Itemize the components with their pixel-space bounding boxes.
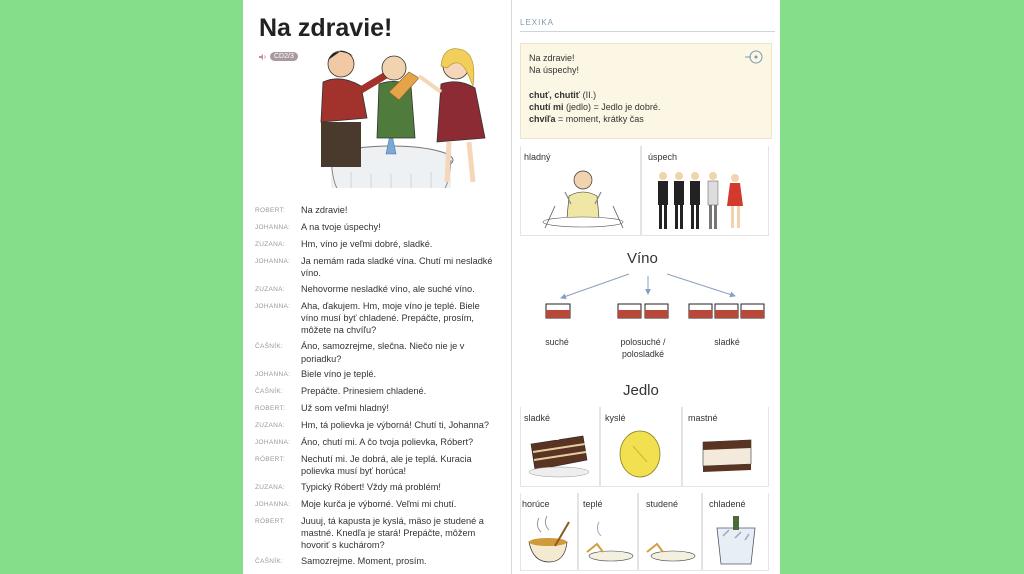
hungry-man-illustration — [535, 166, 635, 232]
label-studene: studené — [646, 499, 679, 509]
pastry-illustration — [697, 430, 757, 478]
label-teple: teplé — [583, 499, 603, 509]
dialogue-text: Moje kurča je výborné. Veľmi mi chutí. — [301, 498, 457, 509]
dialogue-line — [255, 204, 507, 217]
speaker-name: ČAŠNÍK: — [255, 558, 284, 566]
speaker-name: ČAŠNÍK: — [255, 388, 284, 396]
dialogue-text: Biele víno je teplé. — [301, 369, 377, 380]
lexika-rule — [520, 31, 775, 32]
lexika-box — [520, 43, 772, 139]
dialogue-text: A na tvoje úspechy! — [301, 221, 381, 232]
dialogue-line — [255, 436, 507, 449]
speaker-name: JOHANNA: — [255, 500, 291, 508]
cake-illustration — [527, 430, 591, 478]
label-polosuche: polosuché / — [620, 337, 666, 347]
dialogue-text: Nehovorme nesladké víno, ale suché víno. — [301, 283, 475, 294]
label-mastne: mastné — [688, 413, 718, 423]
speaker-name: JOHANNA: — [255, 257, 291, 265]
label-horuce: horúce — [522, 499, 550, 509]
lexika-term: chuť, chutiť — [529, 90, 581, 100]
dialogue-line — [255, 340, 507, 365]
dialogue-text: Áno, chutí mi. A čo tvoja polievka, Róbert? — [301, 436, 474, 447]
label-uspech: úspech — [648, 152, 678, 162]
heading-jedlo: Jedlo — [623, 382, 659, 399]
label-kysle: kyslé — [605, 413, 626, 423]
speaker-name: ZUZANA: — [255, 240, 285, 248]
dialogue-line — [255, 515, 507, 552]
speaker-name: JOHANNA: — [255, 223, 291, 231]
label-sladke-jedlo: sladké — [524, 413, 551, 423]
label-polosladke: polosladké — [621, 349, 665, 359]
speaker-name: ČAŠNÍK: — [255, 343, 284, 351]
dialogue-text: Ja nemám rada sladké vína. Chutí mi nesladké víno. — [301, 255, 493, 278]
dialogue-text: Samozrejme. Moment, prosím. — [301, 556, 427, 567]
label-chladene: chladené — [709, 499, 746, 509]
heading-vino: Víno — [627, 250, 658, 267]
lexika-entry — [529, 101, 763, 113]
dialogue-text: Nechutí mi. Je dobrá, ale je teplá. Kuracia polievka musí byť horúca! — [301, 453, 472, 477]
dialogue-line — [255, 238, 507, 251]
speaker-name: ROBERT: — [255, 405, 286, 413]
lexika-line: Na úspechy! — [529, 65, 580, 75]
lexika-label: LEXIKA — [520, 18, 555, 27]
lexika-definition: (II.) — [580, 90, 597, 100]
dialogue-line — [255, 402, 507, 415]
lexika-term: chutí mi — [529, 102, 564, 112]
toast-scene-illustration — [291, 42, 511, 192]
vino-arrows — [553, 266, 743, 302]
speaker-name: ROBERT: — [255, 207, 286, 214]
speaker-name: ZUZANA: — [255, 285, 285, 293]
cold-food-illustration — [643, 518, 697, 564]
dialogue-text: Hm, tá polievka je výborná! Chutí ti, Johanna? — [301, 420, 489, 431]
dialogue-line — [255, 283, 507, 296]
dialogue — [255, 204, 507, 572]
label-hladny: hladný — [524, 152, 551, 162]
speaker-name: RÓBERT: — [255, 517, 286, 525]
speaker-name: JOHANNA: — [255, 438, 291, 446]
dialogue-line — [255, 498, 507, 511]
lexika-term: chvíľa — [529, 114, 556, 124]
dialogue-text: Aha, ďakujem. Hm, moje víno je teplé. Biele víno musí byť chladené. Prepáčte, prosím, môžete na chvíľu? — [301, 300, 480, 336]
success-group-illustration — [651, 166, 763, 232]
dialogue-line — [255, 419, 507, 432]
wine-glass-icon — [545, 300, 571, 322]
dialogue-line — [255, 385, 507, 398]
speaker-name: JOHANNA: — [255, 371, 291, 379]
dialogue-line — [255, 221, 507, 234]
dialogue-text: Typický Róbert! Vždy má problém! — [301, 482, 441, 493]
label-suche: suché — [545, 337, 569, 347]
warm-food-illustration — [583, 518, 635, 564]
dialogue-text: Už som veľmi hladný! — [301, 403, 389, 414]
dialogue-line — [255, 555, 507, 568]
lexika-definition: = moment, krátky čas — [555, 114, 644, 124]
dialogue-line — [255, 300, 507, 337]
dialogue-line — [255, 481, 507, 494]
speaker-name: ZUZANA: — [255, 484, 285, 492]
dialogue-line — [255, 453, 507, 478]
speaker-name: RÓBERT: — [255, 455, 286, 463]
textbook-page — [243, 0, 780, 574]
dialogue-text: Juuuj, tá kapusta je kyslá, mäso je studené a mastné. Knedľa je stará! Prepáčte, môžem hovoriť s kuchárom? — [301, 515, 484, 551]
wine-glass-icon — [688, 300, 766, 322]
dialogue-text: Prepáčte. Prinesiem chladené. — [301, 386, 427, 397]
lemon-illustration — [615, 428, 665, 480]
dialogue-text: Hm, víno je veľmi dobré, sladké. — [301, 238, 433, 249]
speaker-name: JOHANNA: — [255, 302, 291, 310]
hot-soup-illustration — [525, 512, 573, 568]
chilled-bucket-illustration — [709, 514, 763, 568]
column-divider — [511, 0, 512, 574]
dialogue-line — [255, 368, 507, 381]
lexika-entry — [529, 89, 763, 101]
lexika-entry — [529, 113, 763, 125]
wine-glass-icon — [617, 300, 669, 322]
lexika-line: Na zdravie! — [529, 53, 575, 63]
page-title: Na zdravie! — [259, 14, 393, 42]
lexika-definition: (jedlo) = Jedlo je dobré. — [563, 102, 661, 112]
speaker-icon — [259, 53, 267, 61]
speaker-name: ZUZANA: — [255, 422, 285, 430]
dialogue-line — [255, 255, 507, 280]
dialogue-text: Áno, samozrejme, slečna. Niečo nie je v poriadku? — [301, 341, 465, 364]
dialogue-text: Na zdravie! — [301, 205, 348, 215]
audio-track-badge: CD2/3 — [270, 52, 298, 61]
label-sladke: sladké — [714, 337, 740, 347]
cd-audio-icon — [745, 50, 763, 64]
